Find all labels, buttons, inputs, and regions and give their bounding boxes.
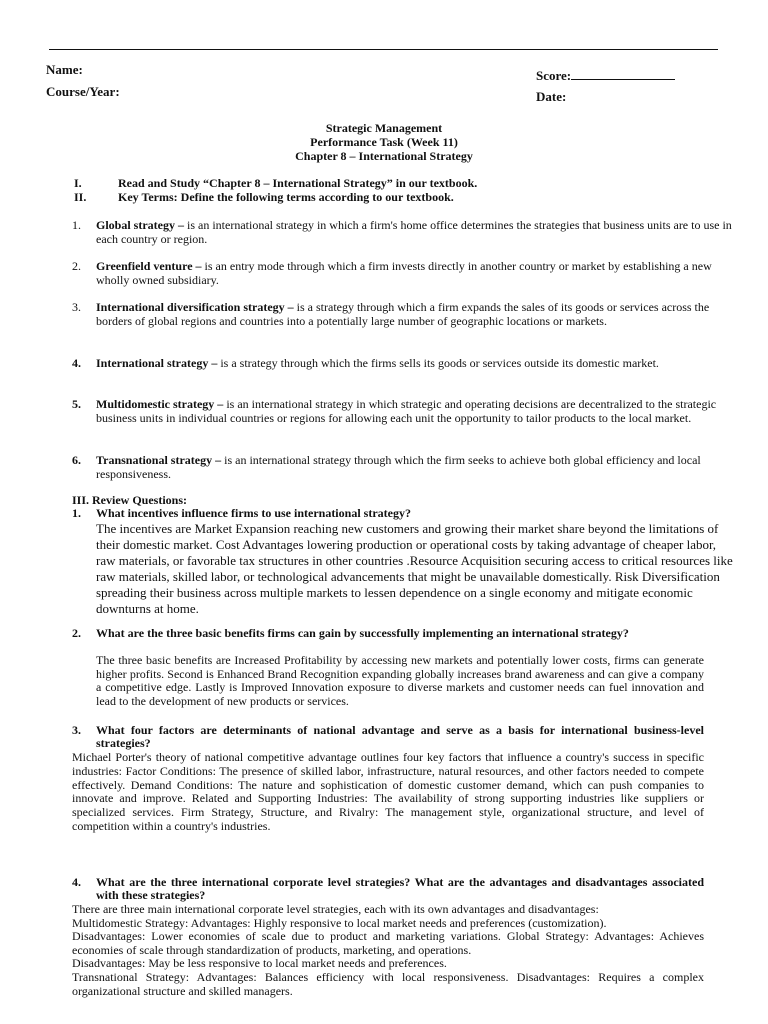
term-number: 5. (72, 397, 81, 411)
answer-line: Disadvantages: May be less responsive to local market needs and preferences. (72, 956, 447, 971)
question-text: What four factors are determinants of national advantage and serve as a basis for international business-level strategies? (96, 723, 704, 750)
score-blank (571, 67, 675, 80)
question-text: What incentives influence firms to use international strategy? (96, 506, 411, 520)
term-item (72, 218, 732, 246)
answer-line: Disadvantages: Lower economies of scale due to product and marketing variations. Global Strategy: Advantages: Achieves economies of scale through standardization of products, marketing, and operations. (72, 929, 704, 957)
term-name: Multidomestic strategy – (96, 397, 224, 411)
answer-1: The incentives are Market Expansion reaching new customers and growing their market share beyond the limitations of their domestic market. Cost Advantages lowering production or operational costs by taking advantage of cheaper labor, raw materials, or favorable tax structures in other countries .Resource Acquisition securing access to critical resources like raw materials, skilled labor, or technological advancements that might be unavailable domestically. Risk Diversification spreading their business across multiple markets to lessen dependence on a single economy and mitigate economic downturns at home. (96, 521, 733, 616)
instruction-1-num: I. (74, 176, 82, 190)
question-text: What are the three international corporate level strategies? What are the advantages and disadvantages associated with these strategies? (96, 875, 704, 902)
answer-4 (72, 903, 704, 998)
instruction-1-text: Read and Study “Chapter 8 – International Strategy” in our textbook. (118, 176, 478, 190)
term-number: 2. (72, 259, 81, 273)
term-definition: is a strategy through which the firms sells its goods or services outside its domestic market. (217, 356, 659, 370)
review-question (72, 627, 704, 640)
course-year-label: Course/Year: (46, 84, 120, 99)
score-field (536, 67, 675, 84)
term-definition: is a strategy through which a firm expands the sales of its goods or services across the borders of global regions and countries into a potentially large number of geographic locations or markets. (96, 300, 710, 328)
question-text: What are the three basic benefits firms can gain by successfully implementing an international strategy? (96, 626, 629, 640)
instruction-2-text: Key Terms: Define the following terms according to our textbook. (118, 190, 454, 204)
term-item (72, 453, 732, 481)
answer-2: The three basic benefits are Increased Profitability by accessing new markets and potentially lower costs, firms can generate higher profits. Second is Enhanced Brand Recognition expanding globally increases brand awareness and can give a company a competitive edge. Lastly is Improved Innovation exposure to diverse markets and customer needs can fuel innovation and lead to the development of new products or services. (96, 653, 704, 708)
answer-3: Michael Porter's theory of national competitive advantage outlines four key factors that influence a country's success in specific industries: Factor Conditions: The presence of skilled labor, infrastructure, natural resources, and other factors needed to compete effectively. Demand Conditions: The nature and sophistication of domestic customer demand, which can push companies to innovate and improve. Related and Supporting Industries: The availability of strong supporting industries like suppliers or specialized services. Firm Strategy, Structure, and Rivalry: The management style, organizational structure, and level of competition within a country's industries. (72, 750, 704, 833)
header-rule (49, 49, 718, 50)
doc-title (0, 121, 768, 163)
review-question (72, 876, 704, 901)
term-number: 1. (72, 218, 81, 232)
term-item (72, 356, 732, 370)
term-item (72, 300, 732, 328)
term-item (72, 259, 732, 287)
term-name: International strategy – (96, 356, 218, 370)
answer-line: Multidomestic Strategy: Advantages: Highly responsive to local market needs and preferences (customization). (72, 915, 607, 930)
review-heading: III. Review Questions: (72, 493, 188, 507)
term-name: International diversification strategy – (96, 300, 294, 314)
title-line-1: Strategic Management (325, 121, 443, 135)
question-number: 4. (72, 875, 81, 889)
name-label: Name: (46, 62, 83, 77)
term-number: 3. (72, 300, 81, 314)
term-definition: is an international strategy in which a firm's home office determines the strategies that business units are to use in each country or region. (96, 218, 732, 246)
instruction-2-num: II. (74, 190, 87, 204)
term-number: 6. (72, 453, 81, 467)
answer-line: There are three main international corporate level strategies, each with its own advantages and disadvantages: (72, 902, 599, 916)
term-name: Global strategy – (96, 218, 184, 232)
score-label: Score: (536, 68, 572, 83)
question-number: 2. (72, 626, 81, 640)
term-definition: is an entry mode through which a firm invests directly in another country or market by establishing a new wholly owned subsidiary. (96, 259, 712, 287)
question-number: 3. (72, 723, 81, 737)
term-number: 4. (72, 356, 81, 370)
term-name: Greenfield venture – (96, 259, 202, 273)
answer-line: Transnational Strategy: Advantages: Balances efficiency with local responsiveness. Disadvantages: Requires a complex organizational structure and skilled managers. (72, 969, 704, 998)
term-name: Transnational strategy – (96, 453, 222, 467)
date-label: Date: (536, 89, 567, 104)
question-number: 1. (72, 506, 81, 520)
review-question (72, 724, 704, 749)
title-line-3: Chapter 8 – International Strategy (295, 149, 473, 163)
term-definition: is an international strategy through which the firm seeks to achieve both global efficiency and local responsiveness. (96, 453, 701, 481)
review-question (72, 507, 732, 520)
term-item (72, 397, 732, 425)
term-definition: is an international strategy in which strategic and operating decisions are decentralized to the strategic business units in individual countries or regions for allowing each unit the opportunity to tailor products to the local market. (96, 397, 717, 425)
title-line-2: Performance Task (Week 11) (310, 135, 458, 149)
